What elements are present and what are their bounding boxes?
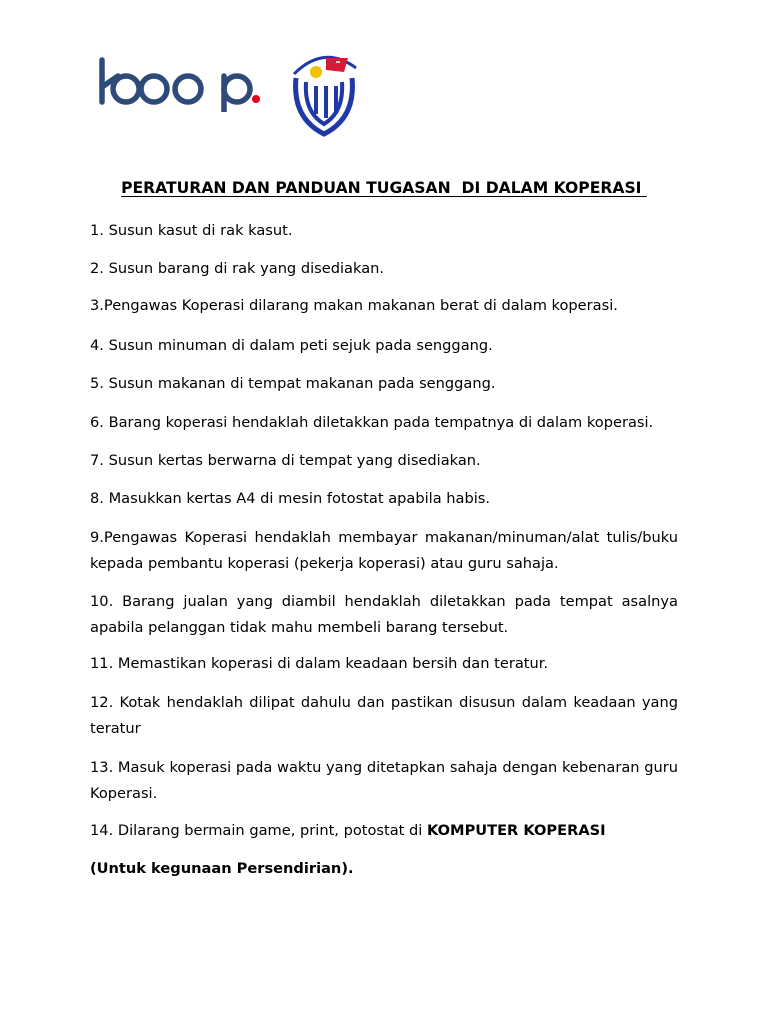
rule-1: 1. Susun kasut di rak kasut. <box>90 222 293 239</box>
rule-8: 8. Masukkan kertas A4 di mesin fotostat apabila habis. <box>90 490 491 507</box>
rule-3: 3.Pengawas Koperasi dilarang makan makanan berat di dalam koperasi. <box>90 297 618 314</box>
document-title: PERATURAN DAN PANDUAN TUGASAN DI DALAM KOPERASI <box>121 179 647 197</box>
rule-9: 9.Pengawas Koperasi hendaklah membayar makanan/minuman/alat tulis/buku kepada pembantu koperasi (pekerja koperasi) atau guru sahaja. <box>90 529 678 572</box>
rule-14-text: 14. Dilarang bermain game, print, potostat di <box>90 822 427 839</box>
rule-5: 5. Susun makanan di tempat makanan pada senggang. <box>90 375 496 392</box>
rule-12: 12. Kotak hendaklah dilipat dahulu dan pastikan disusun dalam keadaan yang teratur <box>90 694 678 737</box>
usage-note: (Untuk kegunaan Persendirian). <box>90 860 354 877</box>
rule-14 <box>90 818 678 844</box>
rule-4: 4. Susun minuman di dalam peti sejuk pada senggang. <box>90 337 493 354</box>
rule-14-bold: KOMPUTER KOPERASI <box>427 822 606 839</box>
rule-11: 11. Memastikan koperasi di dalam keadaan bersih dan teratur. <box>90 655 549 672</box>
rule-6: 6. Barang koperasi hendaklah diletakkan pada tempatnya di dalam koperasi. <box>90 414 654 431</box>
rule-2: 2. Susun barang di rak yang disediakan. <box>90 260 385 277</box>
koop-logo <box>96 52 261 112</box>
rule-13: 13. Masuk koperasi pada waktu yang ditetapkan sahaja dengan kebenaran guru Koperasi. <box>90 759 678 802</box>
rule-7: 7. Susun kertas berwarna di tempat yang disediakan. <box>90 452 481 469</box>
school-crest-icon <box>286 48 362 140</box>
rule-10: 10. Barang jualan yang diambil hendaklah diletakkan pada tempat asalnya apabila pelanggan tidak mahu membeli barang tersebut. <box>90 593 678 636</box>
